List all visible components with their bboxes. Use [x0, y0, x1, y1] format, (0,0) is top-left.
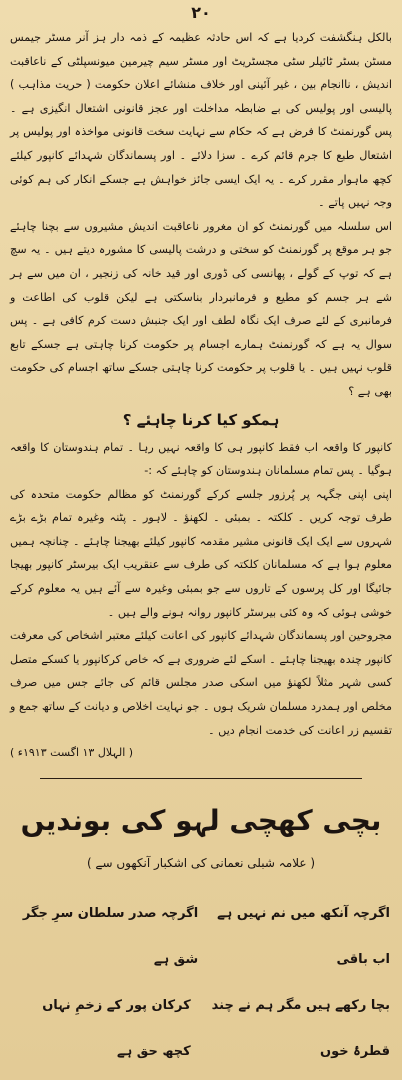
- verse-hemistich: اگرچہ صدر سلطان سرِ جگر شق ہے: [22, 906, 199, 968]
- paragraph: مجروحین اور پسماندگان شہدائے کانپور کی اعانت کیلئے معتبر اشخاص کی معرفت کانپور چندہ بھیجنا چاہئے ۔ اسکے لئے ضروری ہے کہ خاص کرکانپور یا کسکے متصل کسی شہر مثلاً لکھنؤ میں اسکی صدر مجلس قائم کی جائے جس میں صرف مخلص اور ہمدرد مسلمان شریک ہوں ۔ جو نہایت اخلاص و دیانت کے ساتھ جمع و تقسیم زر اعانت کی خدمت انجام دیں ۔: [10, 629, 392, 737]
- page-number: ۲۰: [191, 3, 211, 22]
- section-divider: [40, 778, 362, 779]
- paragraph: اس سلسلہ میں گورنمنٹ کو ان مغرور ناعاقبت اندیش مشیروں سے بچنا چاہئے جو ہر موقع پر گورنمنٹ کو سختی و درشت پالیسی کا مشورہ دیتے ہیں ۔ یہ سچ ہے کہ توپ کے گولے ، پھانسی کی ڈوری اور قید خانہ کی زنجیر ، ان میں سے ہر شے ہر جسم کو مطیع و فرمانبردار بناسکتی ہے لیکن قلوب کی اطاعت و فرمانبری کے لئے صرف ایک نگاہ لطف اور ایک جنبش دست کرم کافی ہے ۔ پس سوال یہ ہے کہ گورنمنٹ ہمارے اجسام پر حکومت کرنا چاہتی ہے جسکے تابع قلوب نہیں ہیں ۔ یا قلوب پر حکومت کرنا چاہتی جسکے ساتھ اجسام کی حکومت بھی ہے ؟: [10, 219, 392, 398]
- paragraph: بالکل ہنگشفت کردیا ہے کہ اس حادثہ عظیمہ کے ذمہ دار ہز آنر مسٹر جیمس مسٹن بسٹر ٹائیلر سٹی مجسٹریٹ اور مسٹر سیم چیرمین میونسپلٹی کے ناعاقبت اندیش ، ناانجام بین ، غیر آئینی اور خلاف منشائے اعلان حکومت ( حریت مذاہب ) پالیسی اور پولیس کی بے ضابطہ مداخلت اور عجز قانونی اشتعال انگیزی ہے ۔ پس گورنمنٹ کا فرض ہے کہ حکام سے نہایت سخت قانونی مواخذہ اور پولیس پر اشتعال طبع کا جرم قائم کرے ۔ سزا دلائے ۔ اور پسماندگان شہدائے کانپور کیلئے کچھ ماہوار مقرر کرے ۔ یہ ایک ایسی جائز خواہش ہے جسکے انکار کی ہم کوئی وجہ نہیں پاتے ۔: [10, 31, 392, 210]
- article-body: [10, 26, 392, 404]
- poem-title: بچی کھچی لہو کی بوندیں: [20, 804, 382, 838]
- paragraph: اپنی اپنی جگہہ پر پُرزور جلسے کرکے گورنمنٹ کو مظالم حکومت متحدہ کی طرف توجہ کریں ۔ کلکتہ ۔ بمبئی ۔ لکھنؤ ۔ لاہور ۔ پٹنہ وغیرہ تمام بڑے بڑے شہروں سے ایک ایک قانونی مشیر مقدمہ کانپور کیلئے بھیجنا چاہئے ۔ چنانچہ ہمیں معلوم ہوا ہے کہ مسلمانان کلکتہ کی طرف سے عنقریب ایک بیرسٹر کانپور بھیجا جائیگا اور کل پرسوں کے تاروں سے جو بمبئی وغیرہ سے آئے ہیں یہ معلوم کرکے خوشی ہوئی کہ وہ کئی بیرسٹر کانپور روانہ ہونے والے ہیں ۔: [10, 487, 392, 619]
- verse-hemistich: بچا رکھے ہیں مگر ہم نے چند قطرۂ خوں: [211, 998, 390, 1060]
- poem-verse: [10, 891, 392, 983]
- poem-author: ( علامہ شبلی نعمانی کی اشکبار آنکھوں سے ): [86, 856, 316, 871]
- paragraph: کانپور کا واقعہ اب فقط کانپور ہی کا واقعہ نہیں رہا ۔ تمام ہندوستان کا واقعہ ہوگیا ۔ پس تمام مسلمانان ہندوستان کو چاہئے کہ :-: [10, 440, 392, 478]
- verse-hemistich: اگرچہ آنکھ میں نم نہیں ہے اب باقی: [217, 906, 390, 968]
- verse-hemistich: کرکان پور کے زخمِ نہاں کچھ حق ہے: [42, 998, 191, 1060]
- section-heading: ہمکو کیا کرنا چاہئے ؟: [122, 410, 280, 429]
- source-citation: ( الہلال ۱۳ اگست ۱۹۱۳ء ): [10, 746, 134, 760]
- poem-verse: [10, 983, 392, 1075]
- article-body-continued: [10, 436, 392, 743]
